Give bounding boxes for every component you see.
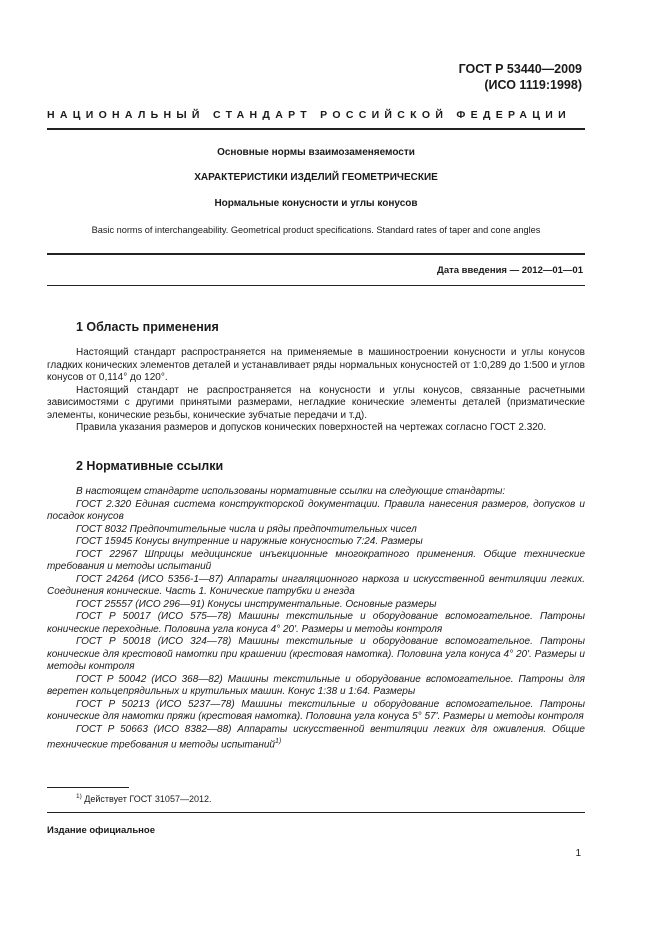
paragraph: В настоящем стандарте использованы нормативные ссылки на следующие стандарты: <box>76 486 506 497</box>
date-rule <box>47 285 585 286</box>
paragraph: Правила указания размеров и допусков конических поверхностей на чертежах согласно ГОСТ 2.320. <box>76 422 547 433</box>
footnote-mark: 1) <box>76 793 82 800</box>
footnote-marker: 1) <box>274 738 282 745</box>
reference-item: ГОСТ 15945 Конусы внутренние и наружные конусностью 7:24. Размеры <box>76 536 423 547</box>
introduction-date: Дата введения — 2012—01—01 <box>437 265 583 276</box>
footnote-rule <box>47 787 129 788</box>
reference-item: ГОСТ Р 50213 (ИСО 5237—78) Машины текстильные и оборудование вспомогательное. Патроны конические для намотки пряжи (крестовая намотка). Половина угла конуса 5° 57'. Размеры и методы контроля <box>47 698 585 722</box>
reference-item: ГОСТ 25557 (ИСО 296—91) Конусы инструментальные. Основные размеры <box>76 598 437 610</box>
section-2-heading: 2 Нормативные ссылки <box>76 459 224 473</box>
reference-item <box>47 724 585 752</box>
footnote-text: Действует ГОСТ 31057—2012. <box>84 794 212 804</box>
title-line-3: Нормальные конусности и углы конусов <box>214 198 418 209</box>
reference-item: ГОСТ 2.320 Единая система конструкторской документации. Правила нанесения размеров, допусков и посадок конусов <box>47 498 585 522</box>
reference-item: ГОСТ Р 50018 (ИСО 324—78) Машины текстильные и оборудование вспомогательное. Патроны конические для крестовой намотки при крашении (крестовая намотка). Половина угла конуса 4° 20'. Размеры и методы контроля <box>47 636 585 672</box>
reference-item: ГОСТ Р 50017 (ИСО 575—78) Машины текстильные и оборудование вспомогательное. Патроны конические переходные. Половина угла конуса 4° 20'. Размеры и методы контроля <box>47 611 585 635</box>
standard-code: ГОСТ Р 53440—2009 <box>458 62 582 76</box>
title-rule <box>47 253 585 255</box>
national-standard-banner: НАЦИОНАЛЬНЫЙ СТАНДАРТ РОССИЙСКОЙ ФЕДЕРАЦИИ <box>47 109 571 121</box>
standard-code-block <box>459 61 582 93</box>
footnote <box>76 793 211 804</box>
title-english: Basic norms of interchangeability. Geometrical product specifications. Standard rates of taper and cone angles <box>91 225 541 235</box>
page-number: 1 <box>575 848 581 859</box>
reference-item: ГОСТ 22967 Шприцы медицинские инъекционные многократного применения. Общие технические требования и методы испытаний <box>47 548 585 572</box>
iso-code: (ИСО 1119:1998) <box>484 78 582 92</box>
reference-text: ГОСТ Р 50663 (ИСО 8382—88) Аппараты искусственной вентиляции легких для оживления. Общие технические требования и методы испытаний <box>47 723 585 751</box>
reference-item: ГОСТ Р 50042 (ИСО 368—82) Машины текстильные и оборудование вспомогательное. Патроны для веретен кольцепрядильных и крутильных машин. Конус 1:38 и 1:64. Размеры <box>47 673 585 697</box>
section-1-heading: 1 Область применения <box>76 320 219 334</box>
official-edition-label: Издание официальное <box>47 825 155 836</box>
reference-item: ГОСТ 8032 Предпочтительные числа и ряды предпочтительных чисел <box>76 523 417 535</box>
footer-rule <box>47 812 585 813</box>
reference-item: ГОСТ 24264 (ИСО 5356-1—87) Аппараты ингаляционного наркоза и искусственной вентиляции легких. Соединения конические. Часть 1. Конические патрубки и гнезда <box>47 573 585 597</box>
header-rule <box>47 128 585 130</box>
paragraph: Настоящий стандарт распространяется на применяемые в машиностроении конусности и углы конусов гладких конических элементов деталей и устанавливает ряды нормальных конусностей от 1:0,289 до 1:500 и углов конусов от 0,114° до 120°. <box>47 347 585 383</box>
title-line-1: Основные нормы взаимозаменяемости <box>217 147 415 158</box>
section-2-body <box>47 486 585 752</box>
paragraph: Настоящий стандарт не распространяется на конусности и углы конусов, связанные расчетными зависимостями с другими принятыми размерами, негладкие конические элементы деталей (призматические элементы, конические резьбы, конические зубчатые передачи и т.д). <box>47 384 585 421</box>
title-line-2: ХАРАКТЕРИСТИКИ ИЗДЕЛИЙ ГЕОМЕТРИЧЕСКИЕ <box>194 172 438 183</box>
section-1-body <box>47 347 585 435</box>
